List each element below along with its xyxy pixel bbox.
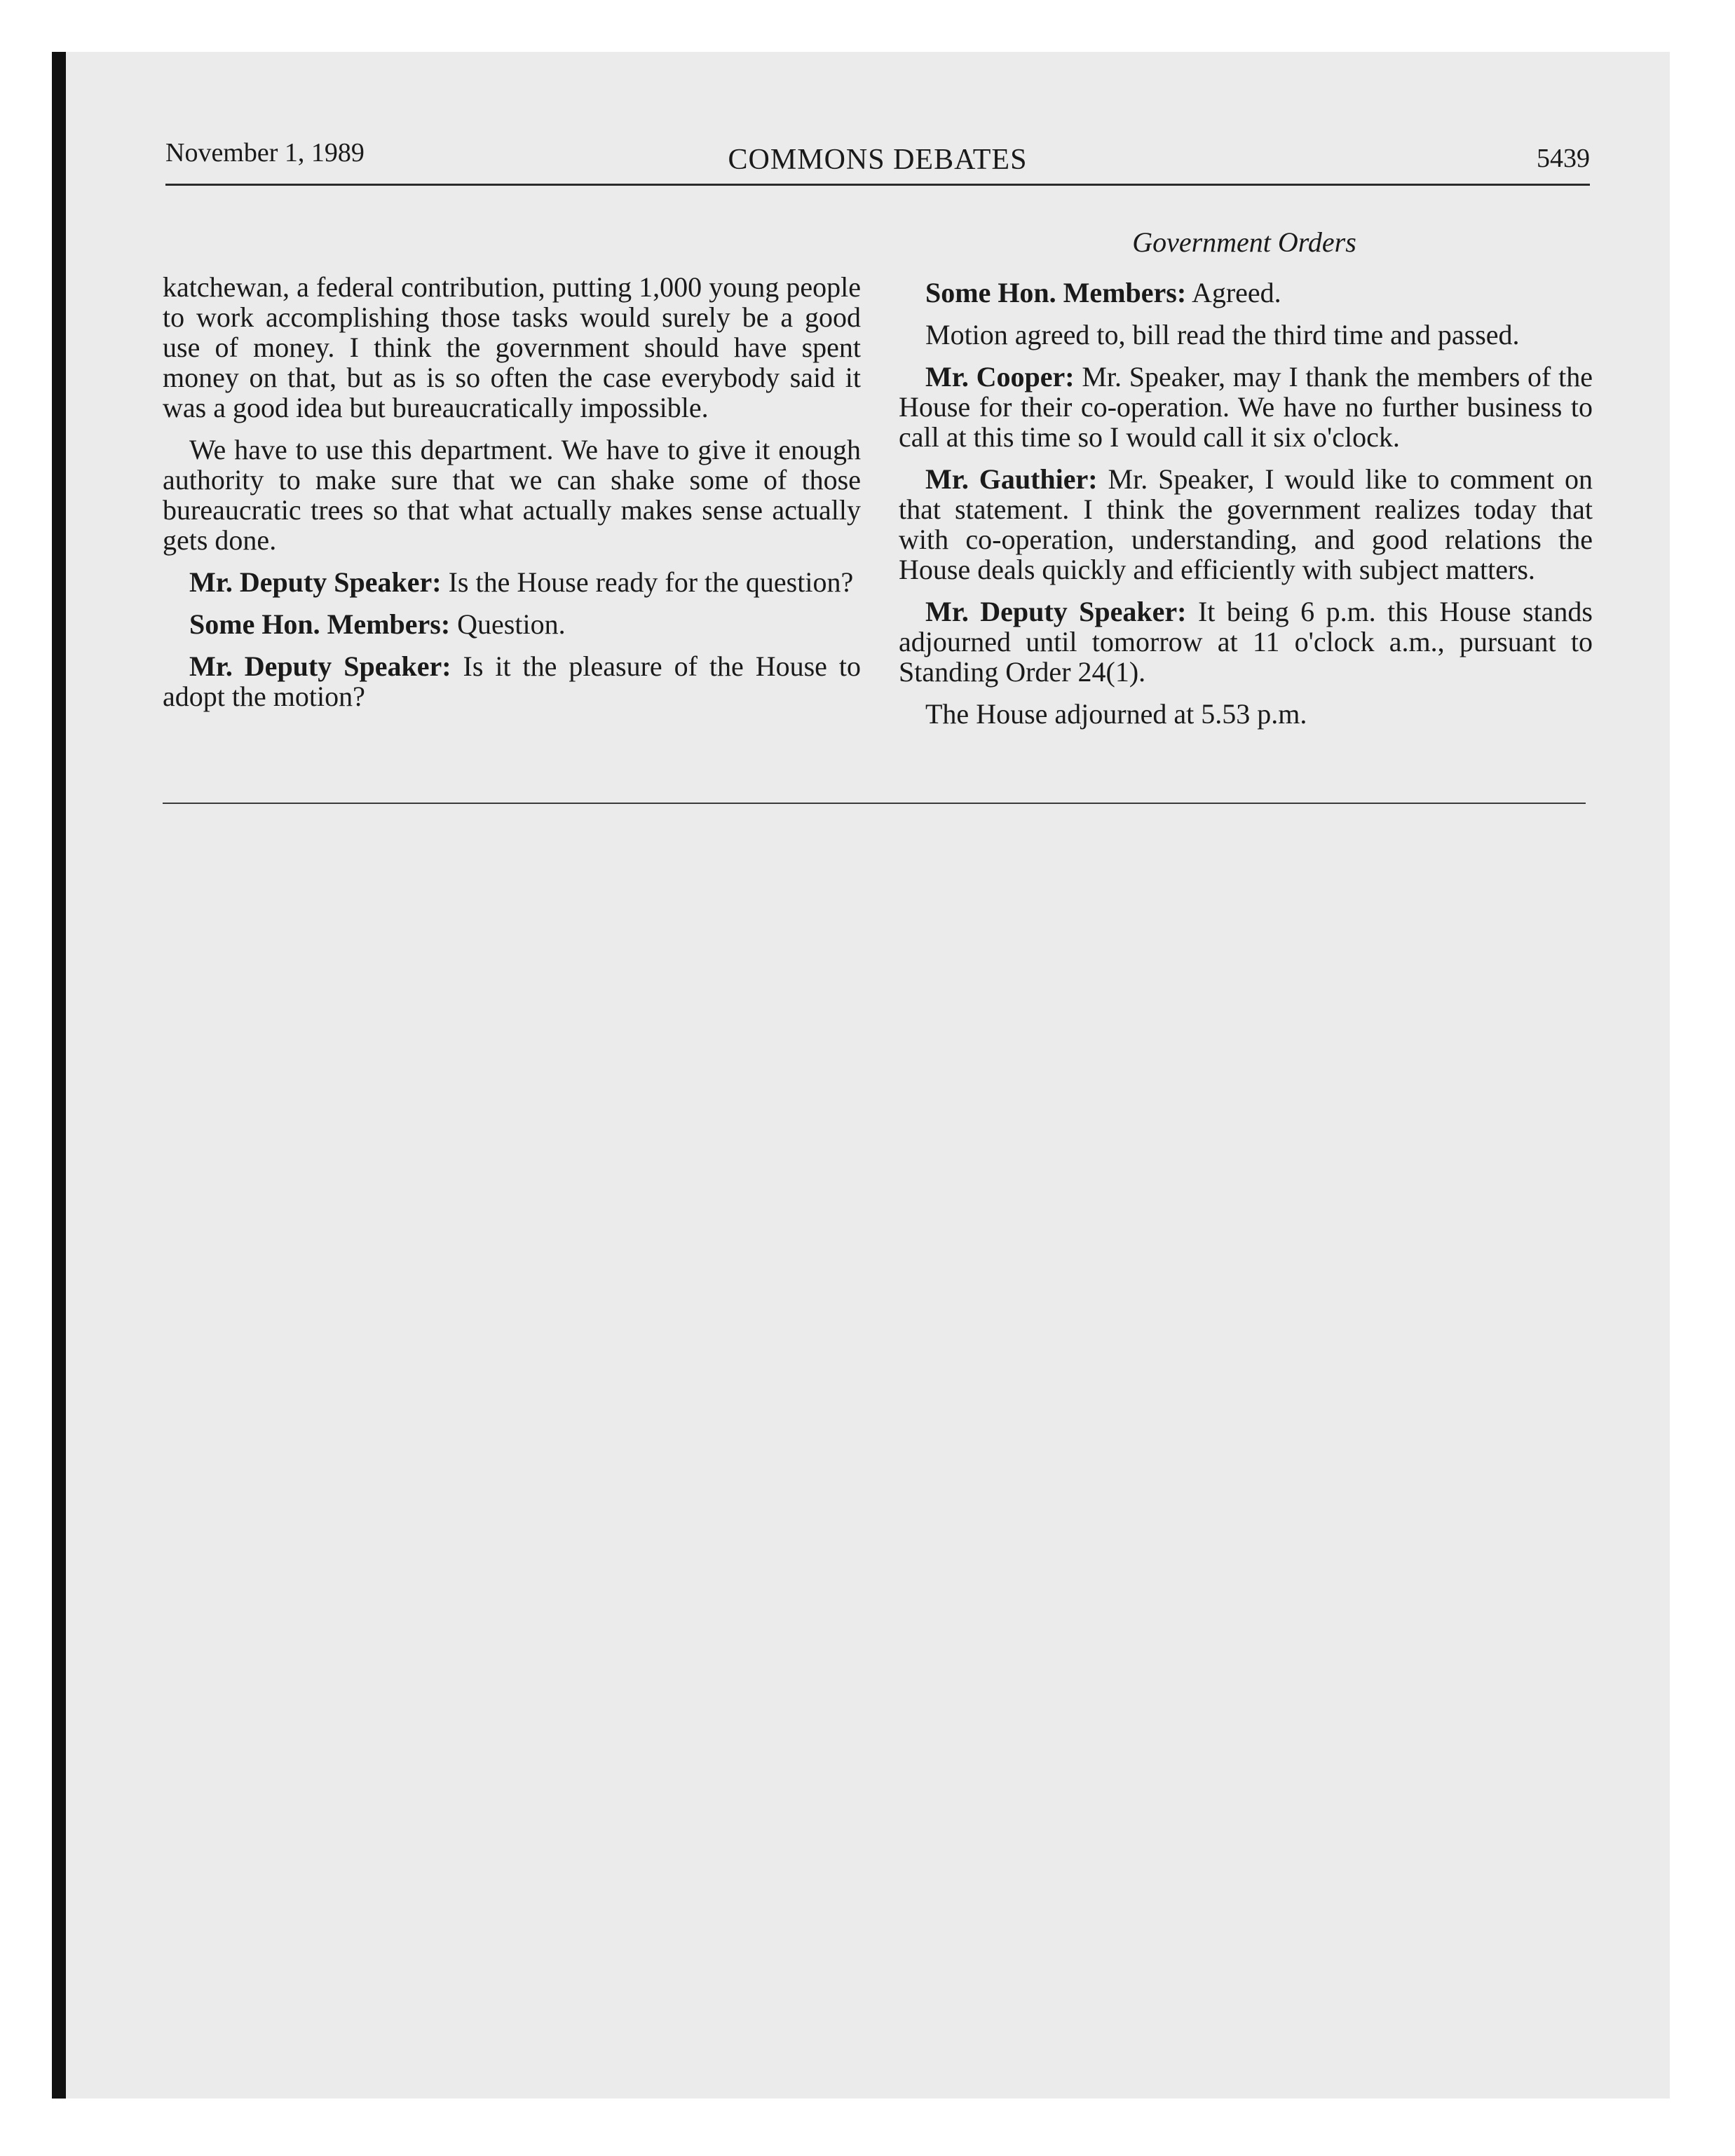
paragraph bbox=[163, 651, 861, 711]
speaker-name: Some Hon. Members: bbox=[189, 608, 451, 640]
scan-edge bbox=[52, 52, 66, 2099]
section-label: Government Orders bbox=[1132, 226, 1356, 258]
speech-text: Is it the pleasure of the House to adopt the motion? bbox=[163, 650, 862, 712]
speaker-name: Mr. Deputy Speaker: bbox=[925, 596, 1187, 627]
header-rule bbox=[165, 184, 1590, 186]
paragraph bbox=[899, 362, 1593, 452]
page-number: 5439 bbox=[1537, 144, 1590, 173]
speech-text: Mr. Speaker, may I thank the members of the House for their co-operation. We have no further business to call at this time so I would call it six o'clock. bbox=[899, 361, 1593, 453]
header-date: November 1, 1989 bbox=[165, 138, 365, 168]
speech-text: It being 6 p.m. this House stands adjourned until tomorrow at 11 o'clock a.m., pursuant to Standing Order 24(1). bbox=[899, 596, 1593, 688]
speech-text: Question. bbox=[450, 608, 566, 640]
paragraph: We have to use this department. We have to give it enough authority to make sure that we can shake some of those bureaucratic trees so that what actually makes sense actually gets done. bbox=[163, 434, 861, 556]
speaker-name: Mr. Cooper: bbox=[925, 361, 1075, 393]
paragraph: Motion agreed to, bill read the third time and passed. bbox=[925, 319, 1520, 350]
paragraph: The House adjourned at 5.53 p.m. bbox=[925, 698, 1307, 730]
closing-rule bbox=[163, 803, 1586, 804]
speaker-name: Some Hon. Members: bbox=[925, 277, 1187, 308]
speech-text: Agreed. bbox=[1186, 277, 1281, 308]
left-column bbox=[163, 272, 861, 723]
paragraph bbox=[899, 596, 1593, 687]
right-column bbox=[899, 278, 1593, 741]
paragraph bbox=[899, 464, 1593, 585]
paragraph bbox=[163, 567, 861, 597]
speaker-name: Mr. Deputy Speaker: bbox=[189, 650, 451, 682]
paragraph: katchewan, a federal contribution, putting 1,000 young people to work accomplishing those tasks would surely be a good use of money. I think the government should have spent money on that, but as is so often the case everybody said it was a good idea but bureaucratically impossible. bbox=[163, 271, 861, 423]
page-header bbox=[165, 137, 1590, 176]
paragraph bbox=[163, 609, 861, 639]
header-title: COMMONS DEBATES bbox=[728, 144, 1028, 176]
paragraph bbox=[899, 278, 1593, 308]
speech-text: Is the House ready for the question? bbox=[441, 566, 854, 598]
speaker-name: Mr. Gauthier: bbox=[925, 463, 1098, 495]
speaker-name: Mr. Deputy Speaker: bbox=[189, 566, 442, 598]
speech-text: Mr. Speaker, I would like to comment on that statement. I think the government realizes today that with co-operation, understanding, and good relations the House deals quickly and efficiently with subject matters. bbox=[899, 463, 1593, 585]
